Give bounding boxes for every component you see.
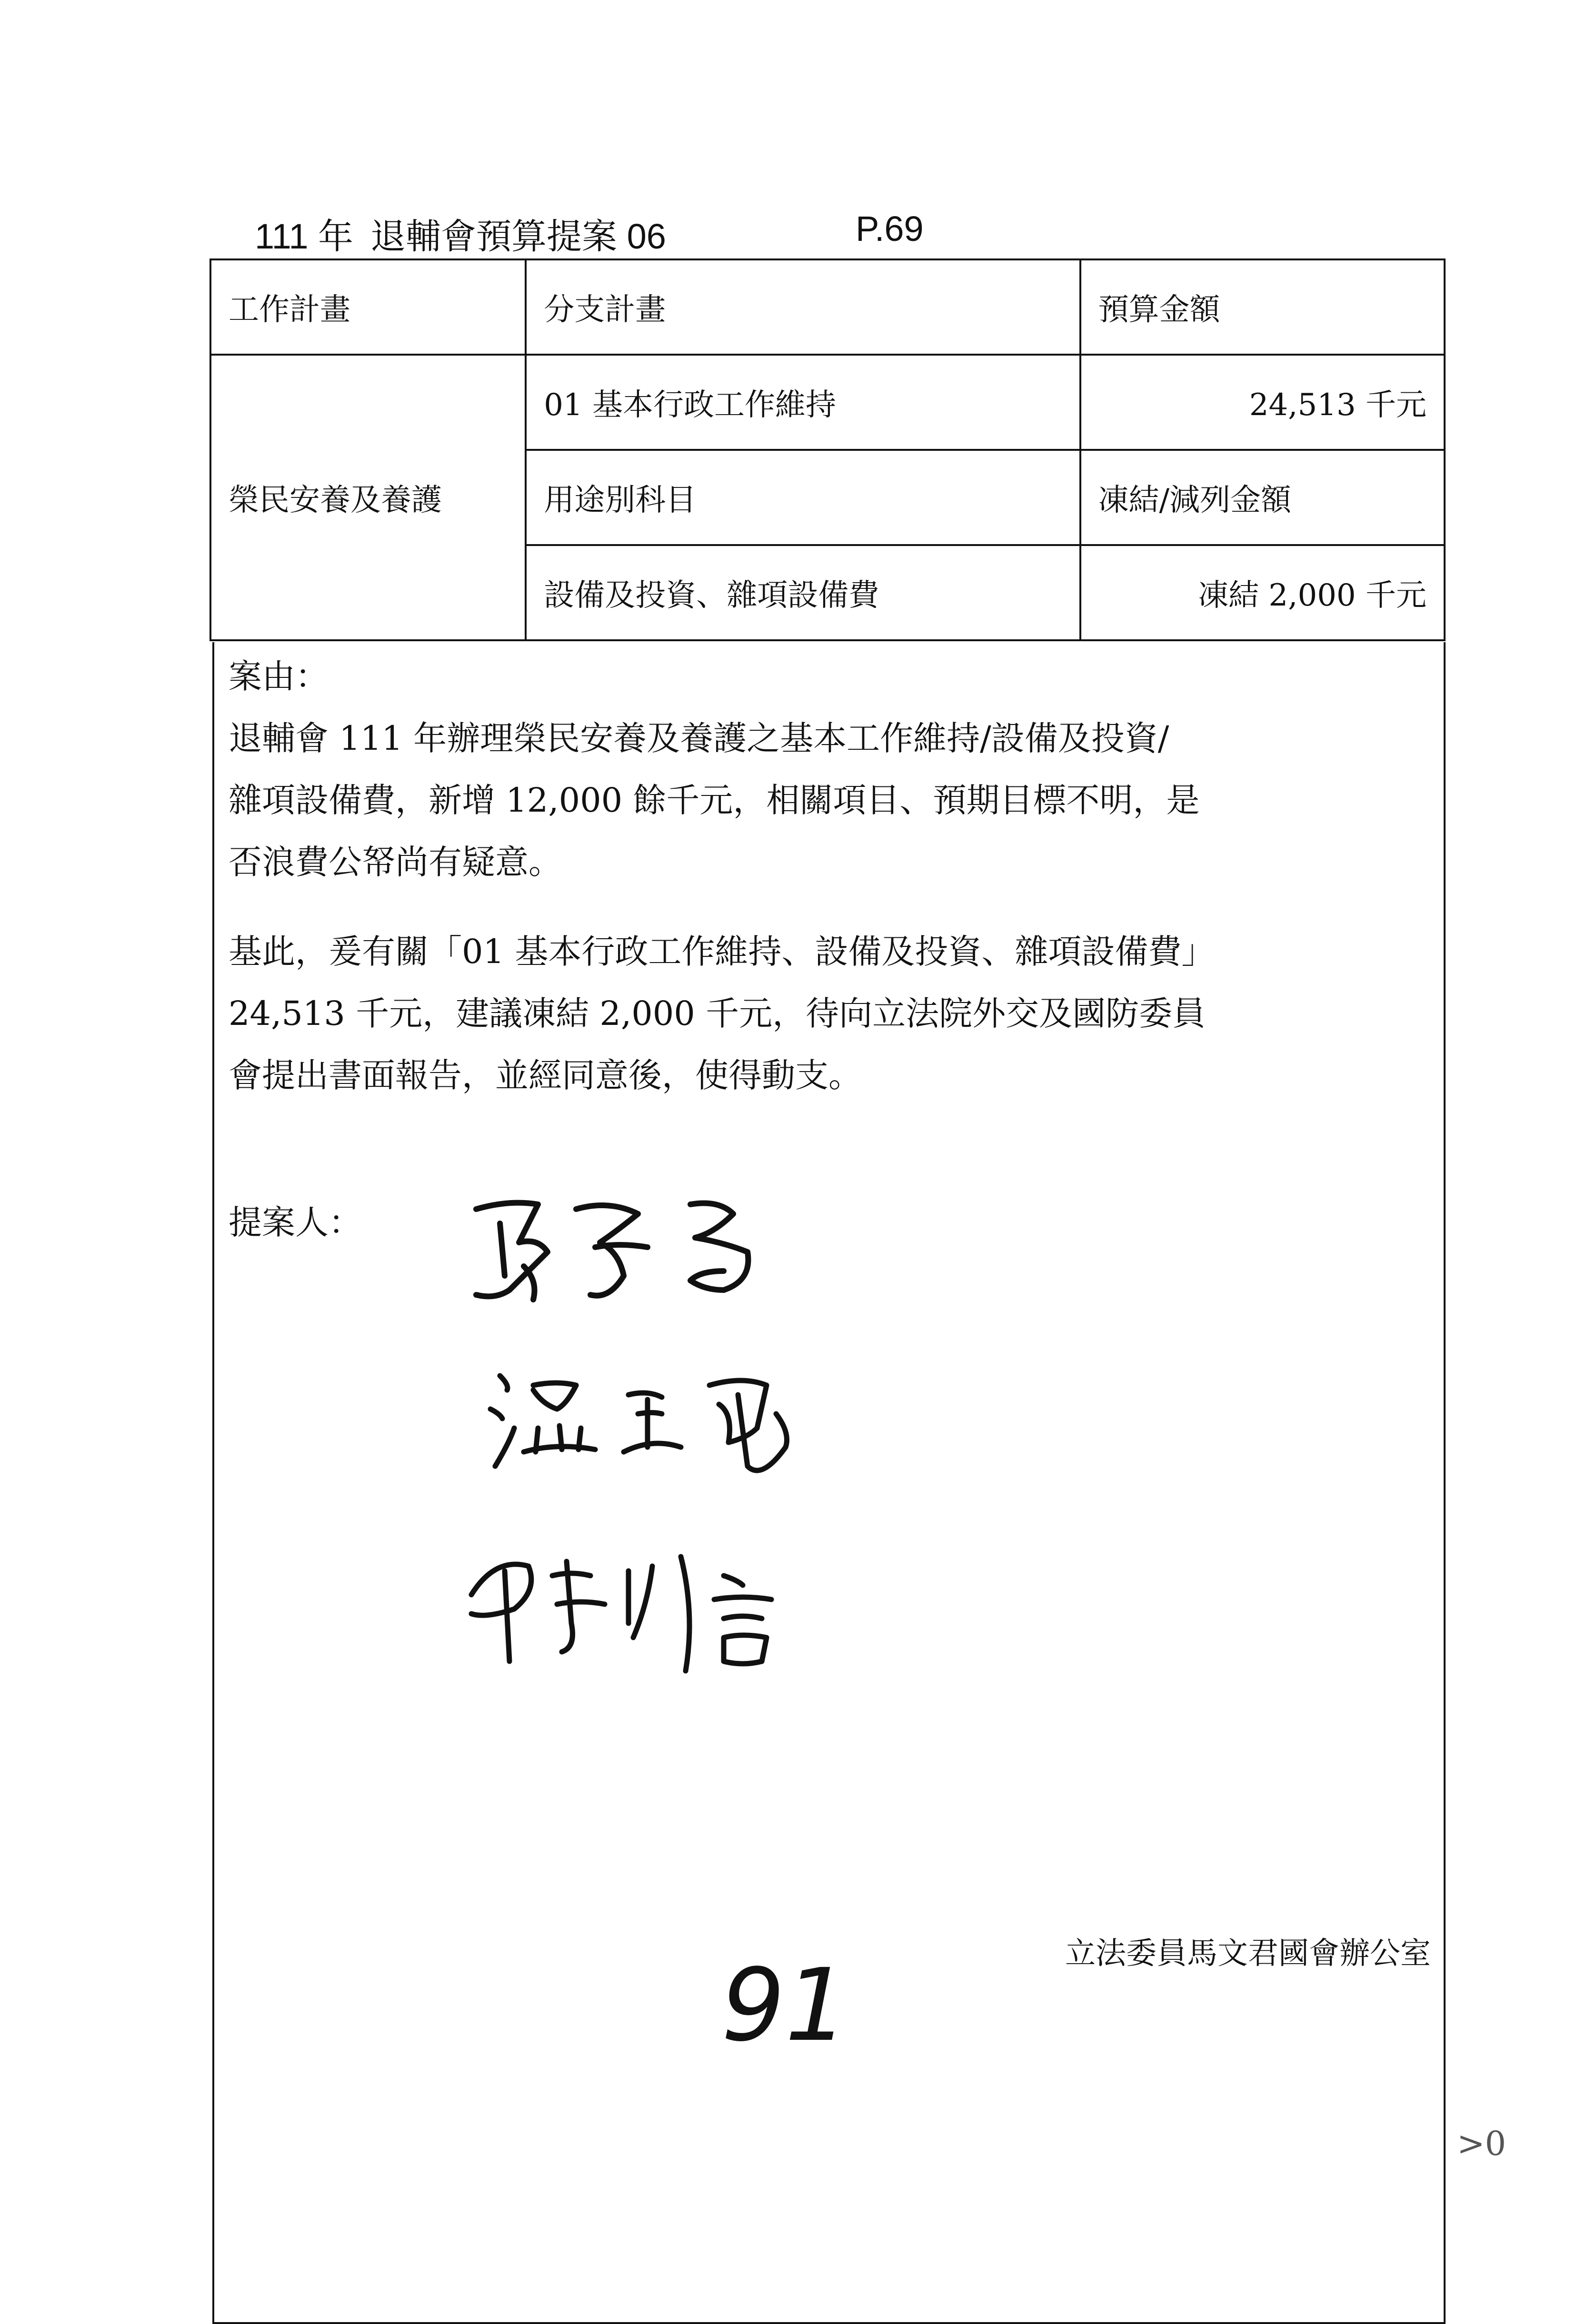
office-name: 立法委員馬文君國會辦公室 [1065,1936,1431,1971]
header-budget-amount: 預算金額 [1080,259,1445,355]
reason-box [212,642,1446,2324]
header-title: 退輔會預算提案 06 [370,217,666,256]
reason-line: 否浪費公帑尚有疑意。 [229,843,562,882]
header-page-ref: P.69 [856,209,924,248]
sub-header-item: 用途別科目 [526,450,1080,545]
reason-line: 退輔會 111 年辦理榮民安養及養護之基本工作維持/設備及投資/ [229,719,1169,758]
proposal-line: 會提出書面報告，並經同意後，使得動支。 [229,1056,862,1095]
budget-table [209,258,1446,641]
reason-label: 案由： [229,657,329,696]
frozen-amount-cell: 凍結 2,000 千元 [1080,545,1445,640]
item-cell: 設備及投資、雜項設備費 [526,545,1080,640]
header-year: 111 年 [255,217,354,256]
proposal-line: 基此，爰有關「01 基本行政工作維持、設備及投資、雜項設備費」 [229,932,1215,971]
table-row [210,355,1445,450]
proposer-label: 提案人： [229,1203,362,1242]
signature-3 [457,1528,848,1685]
sub-header-amount: 凍結/減列金額 [1080,450,1445,545]
header-work-plan: 工作計畫 [210,259,526,355]
proposal-line: 24,513 千元，建議凍結 2,000 千元，待向立法院外交及國防委員 [229,994,1206,1033]
header-branch-plan: 分支計畫 [526,259,1080,355]
page-number: 91 [721,1947,849,2064]
signature-1 [467,1181,800,1323]
work-plan-cell: 榮民安養及養護 [210,355,526,640]
corner-mark: >0 [1457,2124,1506,2163]
document-header [255,209,924,259]
proposal-section [229,921,1438,1106]
table-header-row [210,259,1445,355]
budget-amount-cell: 24,513 千元 [1080,355,1445,450]
branch-plan-cell: 01 基本行政工作維持 [526,355,1080,450]
reason-section [229,646,1438,893]
signature-2 [481,1357,824,1500]
reason-line: 雜項設備費，新增 12,000 餘千元，相關項目、預期目標不明，是 [229,781,1200,820]
